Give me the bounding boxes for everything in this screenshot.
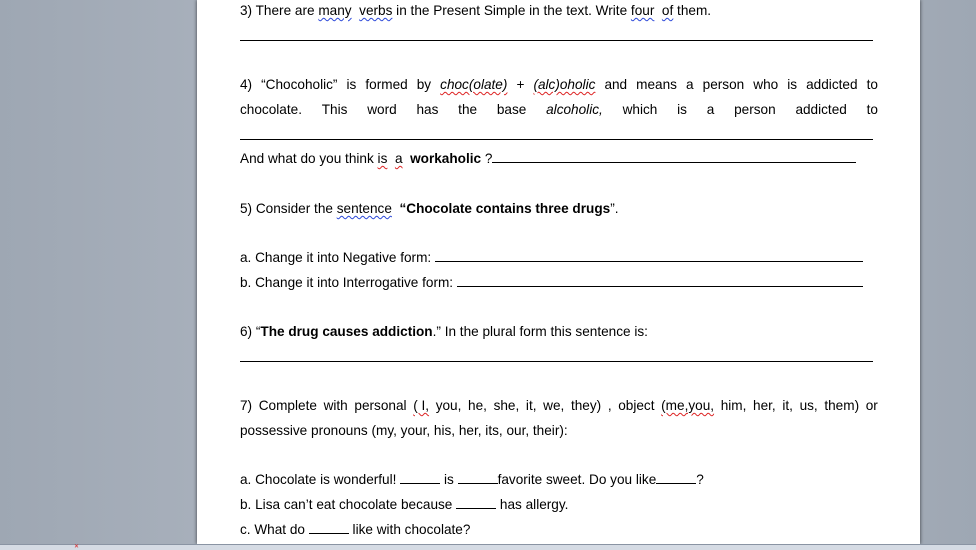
question-7-line-2: possessive pronouns (my, your, his, her, its, our, their): [240,423,568,438]
q4-word: word [367,102,397,117]
status-bar [0,544,976,550]
q6-answer-line[interactable] [240,361,873,362]
q5b-blank[interactable] [457,274,863,287]
q4-word: who [753,77,779,92]
q5b-label: b. Change it into Interrogative form: [240,275,457,290]
q3-word-verbs: verbs [359,3,393,18]
q4-word: means [636,77,677,92]
q4-l3-prefix: And what do you think [240,151,378,166]
q4-word: This [321,102,348,117]
q7c-prefix: c. What do [240,522,305,537]
q5-prefix: 5) Consider the [240,201,337,216]
q6-suffix: .” In the plural form this sentence is: [432,324,648,339]
q3-word-many: many [318,3,352,18]
q3-word-four: four [630,3,655,18]
q3-middle: in the Present Simple in the text. Write [392,3,631,18]
q7a-prefix: a. Chocolate is wonderful! [240,472,397,487]
q7a-blank-2[interactable] [458,471,498,484]
q4-word: person [734,102,776,117]
q7-object-paren: (me,you, [661,398,715,413]
q4-word: “Chocoholic” [261,77,338,92]
q7-word: them) [824,398,860,413]
q4-word: has [416,102,439,117]
q7-word: us, [799,398,818,413]
q3-word-of: of [661,3,674,18]
q7-word: it, [782,398,793,413]
q3-space-2 [654,3,662,18]
question-6-text [240,319,648,344]
proofing-error-icon[interactable]: ✕ [74,544,80,550]
q7a-middle: favorite sweet. Do you like [497,472,657,487]
q3-suffix: them. [673,3,712,18]
q4-l3-question-mark: ? [481,151,493,166]
question-4-line-1 [240,72,878,97]
question-3-text [240,0,711,23]
q5a-blank[interactable] [435,249,863,262]
q4-word: base [496,102,527,117]
q7-word: they) [570,398,602,413]
q7a-end: ? [696,472,704,487]
q5-quote-end: ”. [610,201,619,216]
q4-word: is [677,102,687,117]
q7b-blank[interactable] [456,496,496,509]
q4-word: the [458,102,478,117]
q4-workaholic: workaholic [410,151,482,166]
q7-word: , [607,398,612,413]
q7a-blank-1[interactable] [400,471,440,484]
q7a-is: is [443,472,454,487]
q4-alcoholic: alcoholic, [546,102,603,117]
q7-word: her, [753,398,776,413]
question-5a [240,245,863,270]
q4-word: formed [365,77,408,92]
q4-plus: + [516,77,525,92]
question-7-line-1 [240,393,878,418]
q4-word: is [346,77,357,92]
q7-word: 7) [240,398,253,413]
question-7b [240,492,568,517]
q5-sentence-word: sentence [336,201,392,216]
q7-word: him, [720,398,747,413]
q7-word: Complete [258,398,317,413]
q7-word: she, [493,398,520,413]
q4-word: addicted [795,102,847,117]
q4-word: and [604,77,628,92]
q4-alc-oholic: (alc)oholic [533,77,596,92]
q4-word: a [686,77,694,92]
q7-word: we, [543,398,565,413]
q4-word: person [702,77,745,92]
question-5b [240,270,863,295]
q4-word: which [622,102,658,117]
q4-workaholic-blank[interactable] [492,150,856,163]
q5a-label: a. Change it into Negative form: [240,250,435,265]
q4-l3-space [387,151,395,166]
q4-word: 4) [240,77,253,92]
q3-prefix: 3) There are [240,3,319,18]
q4-word: addicted [806,77,858,92]
q3-answer-line[interactable] [240,40,873,41]
question-4-line-2 [240,97,878,122]
question-7c [240,517,470,542]
document-page[interactable] [197,0,920,544]
q7-personal-paren: ( I, [413,398,430,413]
q6-bold: The drug causes addiction [260,324,433,339]
q4-word: a [706,102,715,117]
q4-word: is [787,77,798,92]
q7b-prefix: b. Lisa can’t eat chocolate because [240,497,453,512]
q4-word: to [866,77,878,92]
q4-choc-olate: choc(olate) [440,77,508,92]
q4-l3-space-2 [403,151,411,166]
q7a-blank-3[interactable] [656,471,696,484]
q4-l3-a: a [394,151,403,166]
q4-l3-is: is [377,151,388,166]
q5-quote: “Chocolate contains three drugs [399,201,611,216]
q7-word: you, [435,398,462,413]
q7-word: personal [354,398,407,413]
question-5-text [240,196,619,221]
q7-word: or [865,398,878,413]
question-4-line-3 [240,146,856,171]
q4-word: to [866,102,878,117]
q7-word: he, [468,398,487,413]
question-7a [240,467,704,492]
q7b-end: has allergy. [499,497,569,512]
q6-prefix: 6) “ [240,324,261,339]
q7-word: with [323,398,348,413]
q7c-end: like with chocolate? [352,522,471,537]
q7c-blank[interactable] [309,521,349,534]
q4-word: chocolate. [240,102,302,117]
q4-answer-line[interactable] [240,139,873,140]
q7-word: it, [525,398,537,413]
q4-word: by [416,77,432,92]
q7-word: object [618,398,655,413]
